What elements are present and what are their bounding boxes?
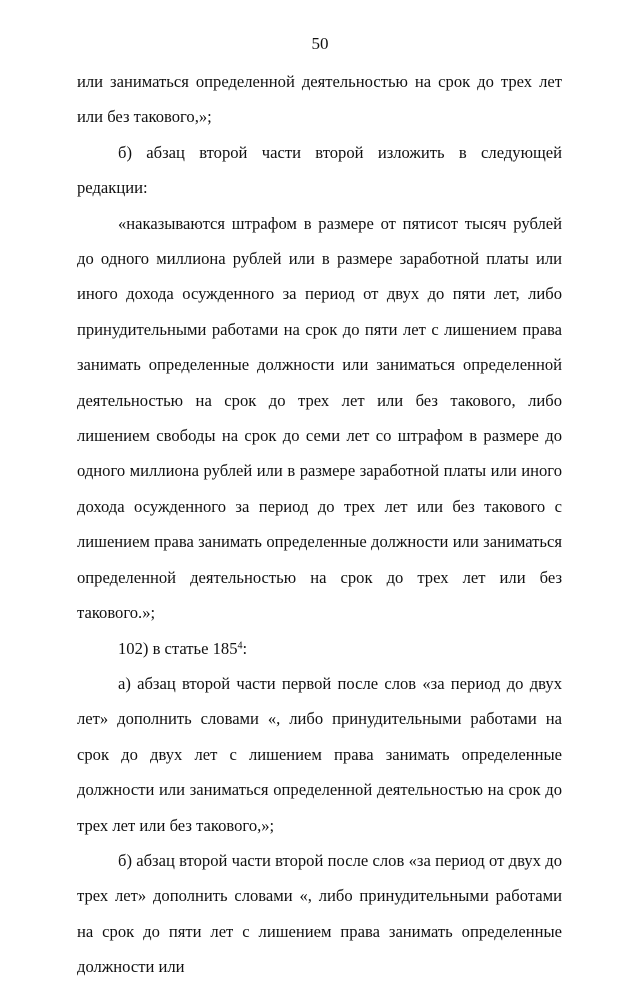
paragraph-amendment-b: б) абзац второй части второй изложить в следующей редакции: bbox=[77, 142, 562, 198]
document-body bbox=[77, 64, 562, 985]
paragraph-continuation: или заниматься определенной деятельностью на срок до трех лет или без такового,»; bbox=[77, 72, 562, 127]
article-superscript: 4 bbox=[237, 640, 243, 651]
page-number: 50 bbox=[311, 34, 329, 53]
item-102-colon: : bbox=[242, 638, 248, 658]
paragraph-amendment-b-second: б) абзац второй части второй после слов «за период от двух до трех лет» дополнить словами «, либо принудительными работами на срок до пяти лет с лишением права занимать определенные должности или bbox=[77, 850, 562, 977]
paragraph-item-102 bbox=[77, 631, 562, 666]
paragraph-amendment-a: а) абзац второй части первой после слов «за период до двух лет» дополнить словами «, либо принудительными работами на срок до двух лет с лишением права занимать определенные должности или заниматься определенной деятельностью на срок до трех лет или без такового,»; bbox=[77, 673, 562, 835]
item-102-text: 102) в статье 185 bbox=[118, 638, 238, 658]
paragraph-quoted-sanction: «наказываются штрафом в размере от пятисот тысяч рублей до одного миллиона рублей или в размере заработной платы или иного дохода осужденного за период от двух до пяти лет, либо принудительными работами на срок до пяти лет с лишением права занимать определенные должности или заниматься определенной деятельностью на срок до трех лет или без такового, либо лишением свободы на срок до семи лет со штрафом в размере до одного миллиона рублей или в размере заработной платы или иного дохода осужденного за период до трех лет или без такового с лишением права занимать определенные должности или заниматься определенной деятельностью на срок до трех лет или без такового.»; bbox=[77, 213, 562, 623]
